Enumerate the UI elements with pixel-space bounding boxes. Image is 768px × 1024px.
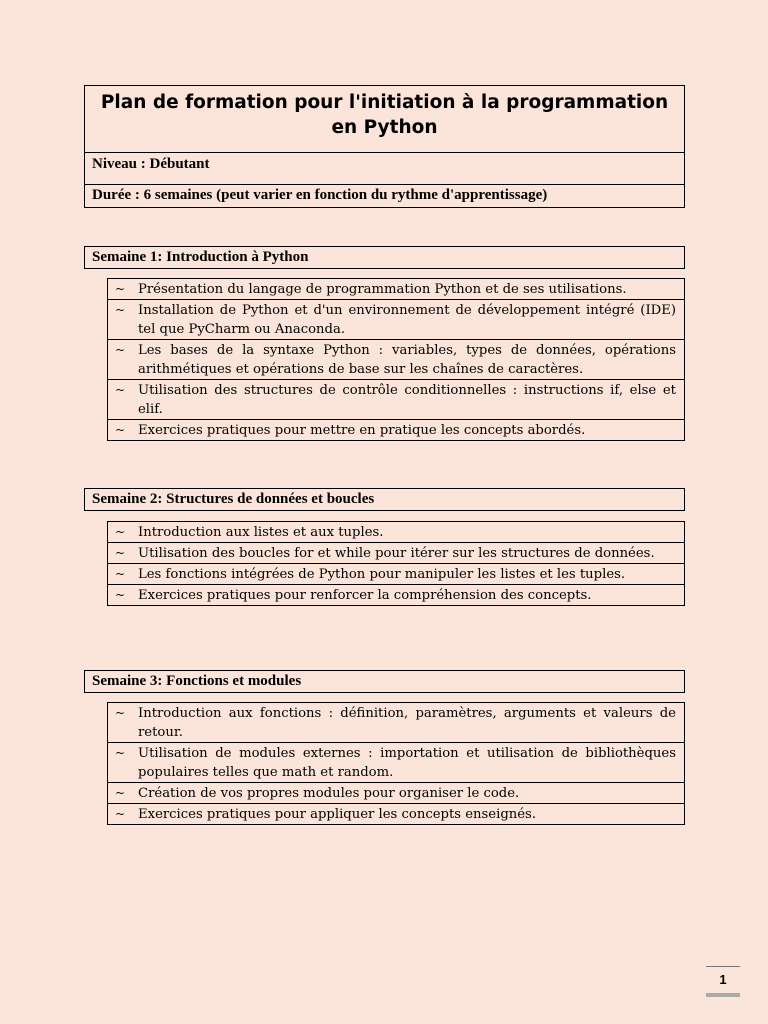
page-number: 1 xyxy=(706,966,740,997)
plan-header xyxy=(84,85,685,208)
tilde-bullet-icon: ~ xyxy=(115,746,126,760)
list-item xyxy=(108,804,684,824)
tilde-bullet-icon: ~ xyxy=(115,423,126,437)
list-item xyxy=(108,703,684,743)
list-item xyxy=(108,522,684,543)
list-item-text: Création de vos propres modules pour organiser le code. xyxy=(138,786,520,801)
tilde-bullet-icon: ~ xyxy=(115,786,126,800)
duration-row: Durée : 6 semaines (peut varier en fonction du rythme d'apprentissage) xyxy=(92,187,548,203)
tilde-bullet-icon: ~ xyxy=(115,807,126,821)
list-item-text: Les bases de la syntaxe Python : variables, types de données, opérations arithmétiques et opérations de base sur les chaînes de caractères. xyxy=(138,343,676,377)
week-3-list xyxy=(107,702,685,825)
week-2-list xyxy=(107,521,685,606)
list-item xyxy=(108,300,684,340)
page-title: Plan de formation pour l'initiation à la programmation en Python xyxy=(85,86,684,153)
list-item-text: Utilisation de modules externes : importation et utilisation de bibliothèques populaires telles que math et random. xyxy=(138,746,676,780)
list-item xyxy=(108,543,684,564)
list-item-text: Utilisation des boucles for et while pour itérer sur les structures de données. xyxy=(138,546,655,561)
tilde-bullet-icon: ~ xyxy=(115,706,126,720)
tilde-bullet-icon: ~ xyxy=(115,588,126,602)
list-item-text: Exercices pratiques pour appliquer les concepts enseignés. xyxy=(138,807,537,822)
list-item-text: Installation de Python et d'un environnement de développement intégré (IDE) tel que PyCharm ou Anaconda. xyxy=(138,303,676,337)
week-1-title: Semaine 1: Introduction à Python xyxy=(84,246,685,269)
tilde-bullet-icon: ~ xyxy=(115,383,126,397)
list-item-text: Exercices pratiques pour mettre en pratique les concepts abordés. xyxy=(138,423,586,438)
tilde-bullet-icon: ~ xyxy=(115,525,126,539)
tilde-bullet-icon: ~ xyxy=(115,303,126,317)
list-item-text: Introduction aux fonctions : définition, paramètres, arguments et valeurs de retour. xyxy=(138,706,676,740)
list-item xyxy=(108,420,684,440)
list-item xyxy=(108,564,684,585)
list-item-text: Les fonctions intégrées de Python pour manipuler les listes et les tuples. xyxy=(138,567,626,582)
list-item-text: Introduction aux listes et aux tuples. xyxy=(138,525,384,540)
list-item xyxy=(108,783,684,804)
list-item xyxy=(108,340,684,380)
list-item-text: Utilisation des structures de contrôle conditionnelles : instructions if, else et elif. xyxy=(138,383,676,417)
week-2-title: Semaine 2: Structures de données et boucles xyxy=(84,488,685,511)
list-item-text: Présentation du langage de programmation Python et de ses utilisations. xyxy=(138,282,627,297)
level-row: Niveau : Débutant xyxy=(85,153,684,185)
tilde-bullet-icon: ~ xyxy=(115,567,126,581)
list-item xyxy=(108,743,684,783)
tilde-bullet-icon: ~ xyxy=(115,546,126,560)
list-item xyxy=(108,279,684,300)
week-1-list xyxy=(107,278,685,441)
list-item-text: Exercices pratiques pour renforcer la compréhension des concepts. xyxy=(138,588,592,603)
week-3-title: Semaine 3: Fonctions et modules xyxy=(84,670,685,693)
list-item xyxy=(108,585,684,605)
tilde-bullet-icon: ~ xyxy=(115,282,126,296)
tilde-bullet-icon: ~ xyxy=(115,343,126,357)
list-item xyxy=(108,380,684,420)
